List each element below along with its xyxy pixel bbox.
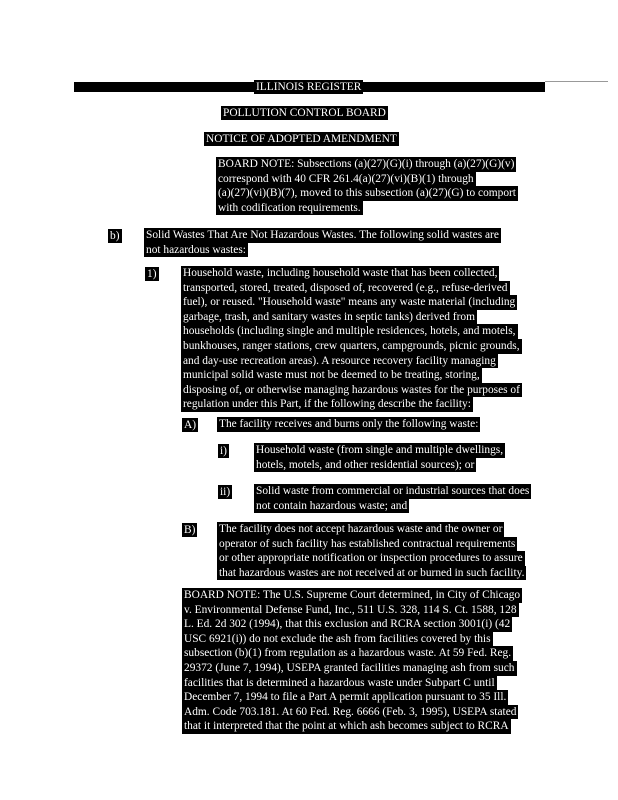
text-line: that it interpreted that the point at which ash becomes subject to RCRA: [184, 720, 509, 733]
text-line: operator of such facility has established contractual requirements: [219, 537, 516, 550]
text-line: fuel), or reused. "Household waste" means any waste material (including: [183, 296, 516, 309]
item-ii-text: [256, 484, 531, 513]
notice-title: NOTICE OF ADOPTED AMENDMENT: [206, 133, 397, 145]
text-line: The facility receives and burns only the following waste:: [219, 418, 479, 430]
board-note-top: [218, 157, 518, 215]
header-rule: [545, 81, 608, 82]
text-line: Solid waste from commercial or industrial sources that does: [256, 485, 530, 497]
text-line: subsection (b)(1) from regulation as a hazardous waste. At 59 Fed. Reg.: [184, 647, 512, 660]
text-line: December 7, 1994 to file a Part A permit application pursuant to 35 Ill.: [184, 691, 507, 704]
text-line: or other appropriate notification or inspection procedures to assure: [219, 552, 523, 565]
text-line: (a)(27)(vi)(B)(7), moved to this subsection (a)(27)(G) to comport: [218, 187, 516, 200]
item-i-label: i): [220, 445, 227, 457]
text-line: households (including single and multiple residences, hotels, and motels,: [183, 325, 516, 338]
text-line: regulation under this Part, if the following describe the facility:: [183, 398, 471, 411]
text-line: garbage, trash, and sanitary wastes in septic tanks) derived from: [183, 310, 475, 323]
text-line: BOARD NOTE: The U.S. Supreme Court determined, in City of Chicago: [184, 589, 521, 601]
text-line: Adm. Code 703.181. At 60 Fed. Reg. 6666 (Feb. 3, 1995), USEPA stated: [184, 705, 517, 718]
text-line: hotels, motels, and other residential sources); or: [256, 458, 475, 471]
item-B-text: [219, 522, 526, 580]
text-line: transported, stored, treated, disposed of, recovered (e.g., refuse-derived: [183, 281, 508, 294]
section-b-text: [146, 228, 501, 257]
text-line: facilities that is determined a hazardous waste under Subpart C until: [184, 676, 495, 689]
text-line: The facility does not accept hazardous waste and the owner or: [219, 523, 503, 535]
item-1-label: 1): [147, 268, 157, 280]
text-line: and day-use recreation areas). A resource recovery facility managing: [183, 354, 496, 367]
section-b-label: b): [110, 230, 120, 242]
text-line: correspond with 40 CFR 261.4(a)(27)(vi)(B)(1) through: [218, 172, 474, 185]
text-line: not contain hazardous waste; and: [256, 499, 408, 512]
board-title: POLLUTION CONTROL BOARD: [223, 107, 386, 119]
item-B-label: B): [184, 524, 196, 536]
text-line: BOARD NOTE: Subsections (a)(27)(G)(i) through (a)(27)(G)(v): [218, 158, 515, 170]
text-line: with codification requirements.: [218, 201, 361, 214]
register-title: ILLINOIS REGISTER: [256, 81, 362, 93]
text-line: Solid Wastes That Are Not Hazardous Wastes. The following solid wastes are: [146, 229, 499, 241]
text-line: bunkhouses, ranger stations, crew quarters, campgrounds, picnic grounds,: [183, 339, 520, 352]
item-ii-label: ii): [220, 486, 231, 498]
text-line: 29372 (June 7, 1994), USEPA granted facilities managing ash from such: [184, 661, 515, 674]
text-line: v. Environmental Defense Fund, Inc., 511 U.S. 328, 114 S. Ct. 1588, 128: [184, 603, 517, 616]
text-line: that hazardous wastes are not received at or burned in such facility.: [219, 566, 525, 579]
item-i-text: [256, 443, 505, 472]
text-line: Household waste (from single and multiple dwellings,: [256, 444, 504, 456]
board-note-bottom: [184, 588, 522, 734]
item-A-text: [219, 417, 480, 432]
text-line: L. Ed. 2d 302 (1994), that this exclusion and RCRA section 3001(i) (42: [184, 618, 511, 631]
text-line: Household waste, including household waste that has been collected,: [183, 267, 498, 279]
text-line: not hazardous wastes:: [146, 243, 246, 256]
text-line: disposing of, or otherwise managing hazardous wastes for the purposes of: [183, 383, 520, 396]
text-line: USC 6921(i)) do not exclude the ash from facilities covered by this: [184, 632, 491, 645]
item-1-text: [183, 266, 522, 412]
text-line: municipal solid waste must not be deemed to be treating, storing,: [183, 369, 480, 382]
item-A-label: A): [184, 419, 197, 431]
